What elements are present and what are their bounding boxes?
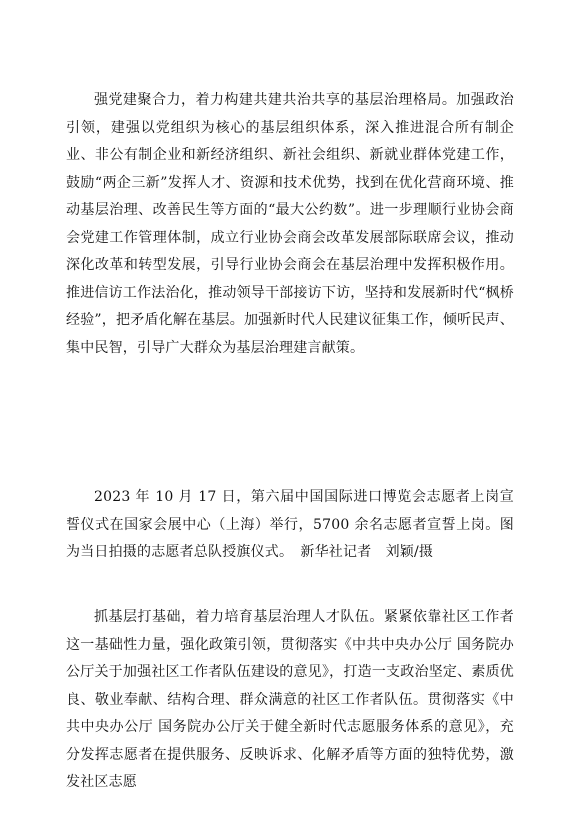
paragraph-grassroots-talent: 抓基层打基础，着力培育基层治理人才队伍。紧紧依靠社区工作者这一基础性力量，强化政策引领，贯彻落实《中共中央办公厅 国务院办公厅关于加强社区工作者队伍建设的意见》，打造一支政治坚定、素质优良、敬业奉献、结构合理、群众满意的社区工作者队伍。贯彻落实《中共中央办公厅 国务院办公厅关于健全新时代志愿服务体系的意见》，充分发挥志愿者在提供服务、反映诉求、化解矛盾等方面的独特优势，激发社区志愿 (66, 609, 514, 790)
paragraph-party-building: 强党建聚合力，着力构建共建共治共享的基层治理格局。加强政治引领，建强以党组织为核心的基层组织体系，深入推进混合所有制企业、非公有制企业和新经济组织、新社会组织、新就业群体党建工作，鼓励“两企三新”发挥人才、资源和技术优势，找到在优化营商环境、推动基层治理、改善民生等方面的“最大公约数”。进一步理顺行业协会商会党建工作管理体制，成立行业协会商会改革发展部际联席会议，推动深化改革和转型发展，引导行业协会商会在基层治理中发挥积极作用。推进信访工作法治化，推动领导干部接访下访，坚持和发展新时代“枫桥经验”，把矛盾化解在基层。加强新时代人民建议征集工作，倾听民声、集中民智，引导广大群众为基层治理建言献策。 (66, 92, 514, 356)
photo-caption: 2023 年 10 月 17 日，第六届中国国际进口博览会志愿者上岗宣誓仪式在国家会展中心（上海）举行，5700 余名志愿者宣誓上岗。图为当日拍摄的志愿者总队授旗仪式。 新华社记者 刘颖/摄 (66, 489, 514, 560)
